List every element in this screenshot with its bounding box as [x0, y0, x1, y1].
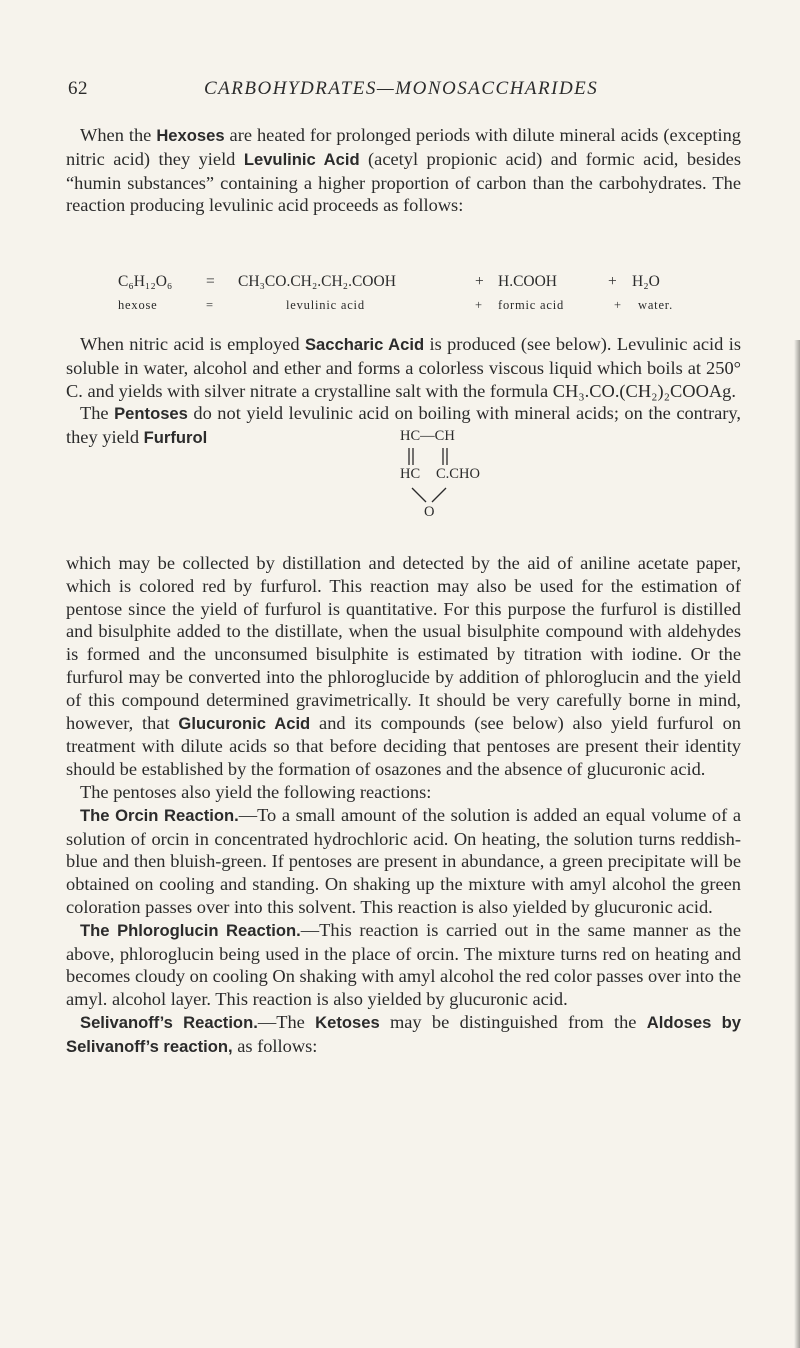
- equation-name-levulinic: levulinic acid: [286, 298, 365, 312]
- term-glucuronic-acid: Glucuronic Acid: [178, 713, 311, 733]
- equation-name-plus: +: [614, 298, 622, 312]
- term-furfurol: Furfurol: [143, 428, 208, 448]
- furfurol-structure: [400, 428, 520, 548]
- furfurol-right-group: C.CHO: [436, 466, 480, 482]
- equation-name-hexose: hexose: [118, 298, 158, 312]
- text-run: The: [80, 403, 115, 424]
- equation-term-water: H₂O: [632, 273, 660, 290]
- equation-names-line: [118, 298, 758, 316]
- equation-formula-line: [118, 273, 758, 293]
- text-run: is produced (see below). Levulinic acid is soluble in water, alcohol and ether and forms a colorless viscous liquid which boils at 250° C. and yields with silver nitrate a crystalline salt with the formula CH₃.CO.(CH₂)₂COOAg.: [66, 334, 741, 401]
- running-title: CARBOHYDRATES—MONOSACCHARIDES: [204, 78, 599, 99]
- term-hexoses: Hexoses: [156, 126, 225, 145]
- equation-name-equals: =: [206, 298, 214, 312]
- furfurol-bonds: [400, 428, 520, 548]
- text-run: do not yield levulinic acid on boiling with mineral acids; on the contrary, they yield: [66, 403, 741, 448]
- term-saccharic-acid: Saccharic Acid: [304, 335, 425, 354]
- equation-name-formic: formic acid: [498, 298, 565, 312]
- term-aldoses: Aldoses by Selivanoff’s reaction,: [66, 1012, 741, 1056]
- furfurol-left-carbon: HC: [400, 466, 421, 482]
- paragraph-pentose-reactions: The pentoses also yield the following reactions:: [80, 781, 432, 802]
- equation-term-formic: H.COOH: [498, 273, 557, 290]
- text-run: —To a small amount of the solution is added an equal volume of a solution of orcin in concentrated hydrochloric acid. On heating, the solution turns reddish-blue and then bluish-green. If pentoses are present in abundance, a green precipitate will be obtained on cooling and standing. On shaking up the mixture with amyl alcohol the green coloration passes over into this solvent. This reaction is also yielded by glucuronic acid.: [66, 804, 741, 917]
- text-run: are heated for prolonged periods with dilute mineral acids (excepting nitric acid) they yield: [66, 125, 742, 169]
- equation-name-water: water.: [638, 298, 673, 312]
- furfurol-top-bond: HC—CH: [400, 428, 455, 444]
- term-ketoses: Ketoses: [315, 1012, 380, 1032]
- text-run: —The: [257, 1011, 316, 1032]
- text-run: which may be collected by distillation and detected by the aid of aniline acetate paper, which is colored red by furfurol. This reaction may also be used for the estimation of pentose since the yield of furfurol is quantitative. For this purpose the furfurol is distilled and bisulphite added to the distillate, when the usual bisulphite compound with aldehydes is formed and the unconsumed bisulphite is estimated by titration with iodine. Or the furfurol may be converted into the phloroglucide by addition of phloroglucin and the yield of this compound determined gravimetrically. It should be very carefully borne in mind, however, that: [66, 553, 741, 733]
- text-run: may be distinguished from the: [379, 1011, 647, 1032]
- text-run: as follows:: [232, 1035, 318, 1056]
- text-run: When the: [80, 125, 157, 145]
- equation-term-levulinic: CH₃CO.CH₂.CH₂.COOH: [238, 273, 396, 290]
- term-pentoses: Pentoses: [114, 404, 188, 424]
- paragraph-furfurol-detection: [66, 552, 741, 1059]
- term-levulinic-acid: Levulinic Acid: [243, 149, 360, 169]
- heading-orcin-reaction: The Orcin Reaction.: [80, 805, 239, 825]
- equation-equals: =: [206, 273, 215, 290]
- equation-plus: +: [475, 273, 484, 290]
- page-edge-shadow: [794, 340, 800, 1348]
- text-run: When nitric acid is employed: [80, 334, 305, 354]
- paragraph-hexoses: [66, 124, 741, 217]
- heading-selivanoff-reaction: Selivanoff’s Reaction.: [80, 1012, 258, 1032]
- text-run: and its compounds (see below) also yield furfurol on treatment with dilute acids so that before deciding that pentoses are present their identity should be established by the formation of osazones and the absence of glucuronic acid.: [66, 712, 742, 780]
- page-number: 62: [68, 78, 88, 99]
- equation-lhs: C₆H₁₂O₆: [118, 273, 173, 290]
- text-run: —This reaction is carried out in the same manner as the above, phloroglucin being used in the place of orcin. The mixture turns red on heating and becomes cloudy on cooling On shaking with amyl alcohol the red color passes over into the amyl. alcohol layer. This reaction is also yielded by glucuronic acid.: [66, 919, 741, 1010]
- equation-name-plus: +: [475, 298, 483, 312]
- equation-plus: +: [608, 273, 617, 290]
- text-run: (acetyl propionic acid) and formic acid, besides “humin substances” containing a higher proportion of carbon than the carbohydrates. The reaction producing levulinic acid proceeds as follows:: [66, 148, 741, 216]
- heading-phloroglucin-reaction: The Phloroglucin Reaction.: [80, 920, 301, 940]
- furfurol-oxygen: O: [424, 504, 435, 520]
